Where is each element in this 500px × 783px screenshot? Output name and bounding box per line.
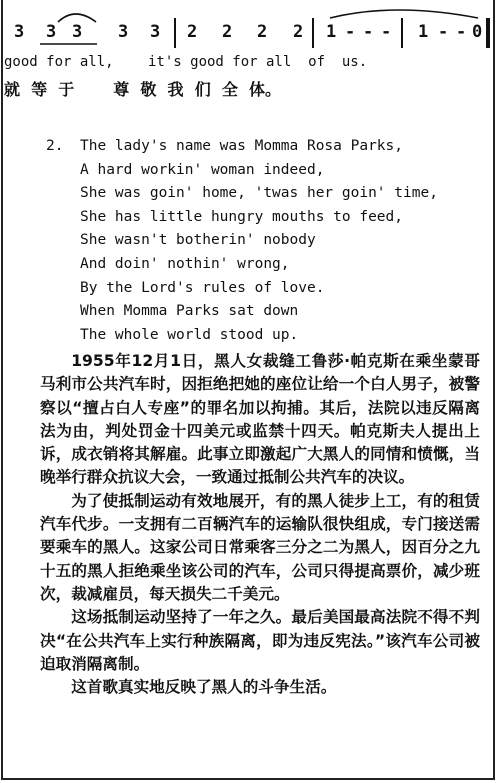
note: 3 bbox=[14, 22, 25, 42]
paragraph: 这首歌真实地反映了黑人的斗争生活。 bbox=[71, 678, 337, 697]
paragraph: 为了使抵制运动有效地展开，有的黑人徒步上工，有的租赁汽车代步。一支拥有二百辆汽车的运输队很快组成，专门接送需要乘车的黑人。这家公司日常乘客三分之二为黑人，因百分之九十五的黑人拒绝乘坐该公司的汽车，公司只得提高票价，减少班次，裁减雇员，每天损失二千美元。 bbox=[40, 491, 480, 603]
verse-line: She wasn't botherin' nobody bbox=[80, 232, 316, 249]
paragraph: 1955年12月1日，黑人女裁缝工鲁莎·帕克斯在乘坐蒙哥马利市公共汽车时，因拒绝把她的座位让给一个白人男子，被警察以“擅占白人专座”的罪名加以拘捕。其后，法院以违反隔离法为由，判处罚金十四美元或监禁十四天。帕克斯夫人提出上诉，成衣销将其解雇。此事立即激起广大黑人的同情和愤慨，当晚举行群众抗议大会，一致通过抵制公共汽车的决议。 bbox=[40, 352, 480, 487]
verse-line: A hard workin' woman indeed, bbox=[80, 161, 325, 178]
note: - bbox=[438, 22, 449, 42]
note: 1 bbox=[326, 22, 337, 42]
verse-number: 2. bbox=[46, 138, 64, 154]
note: - bbox=[363, 22, 374, 42]
score-marks bbox=[0, 0, 500, 60]
verse-line: By the Lord's rules of love. bbox=[80, 279, 325, 296]
lyric-english: it's good for all of us. bbox=[148, 54, 368, 70]
note: 2 bbox=[257, 22, 268, 42]
note: - bbox=[456, 22, 467, 42]
note: - bbox=[381, 22, 392, 42]
note: 0 bbox=[472, 22, 483, 42]
slur bbox=[58, 14, 96, 22]
music-score bbox=[0, 0, 500, 120]
lyric-english: good for all, bbox=[4, 54, 114, 70]
verse-line: She was goin' home, 'twas her goin' time, bbox=[80, 185, 438, 202]
note: 3 bbox=[46, 22, 57, 42]
verse-line: She has little hungry mouths to feed, bbox=[80, 208, 404, 225]
article-body bbox=[40, 350, 480, 699]
note: 2 bbox=[187, 22, 198, 42]
note: 3 bbox=[72, 22, 83, 42]
note: 1 bbox=[418, 22, 429, 42]
verse-lines bbox=[80, 135, 438, 347]
note: 3 bbox=[150, 22, 161, 42]
verse-line: When Momma Parks sat down bbox=[80, 303, 299, 320]
note: - bbox=[345, 22, 356, 42]
note: 2 bbox=[293, 22, 304, 42]
verse-line: The whole world stood up. bbox=[80, 326, 299, 343]
tie bbox=[330, 10, 478, 18]
note: 2 bbox=[222, 22, 233, 42]
note: 3 bbox=[118, 22, 129, 42]
verse-line: And doin' nothin' wrong, bbox=[80, 255, 290, 272]
verse-line: The lady's name was Momma Rosa Parks, bbox=[80, 138, 404, 154]
paragraph: 这场抵制运动坚持了一年之久。最后美国最高法院不得不判决“在公共汽车上实行种族隔离，即为违反宪法。”该汽车公司被迫取消隔离制。 bbox=[40, 608, 480, 673]
lyric-chinese: 就 等 于 尊 敬 我 们 全 体。 bbox=[4, 80, 281, 99]
